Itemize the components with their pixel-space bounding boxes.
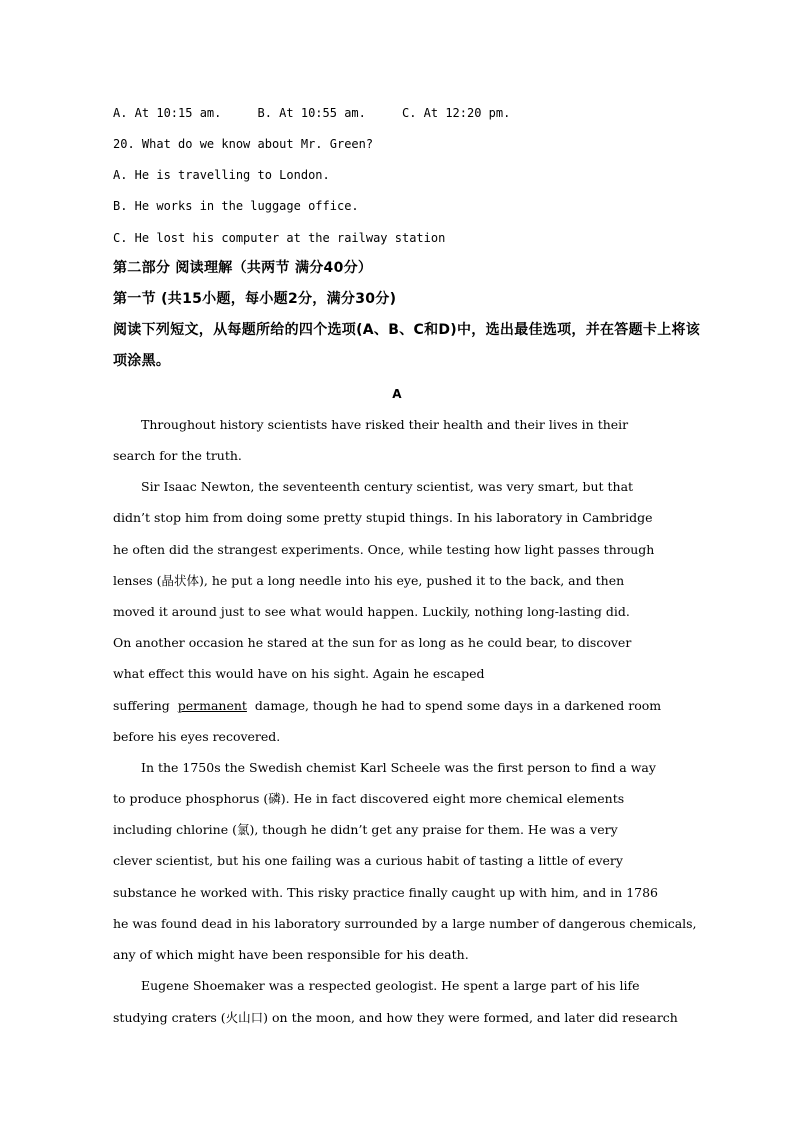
q20-question: 20. What do we know about Mr. Green? <box>113 137 374 151</box>
q20-option-a: A. He is travelling to London. <box>113 168 330 182</box>
line-8-suffix: damage, though he had to spend some days in a darkened room <box>246 698 662 713</box>
q19-options: A. At 10:15 am. B. At 10:55 am. C. At 12:20 pm. <box>113 106 511 120</box>
instruction-line-1: 阅读下列短文，从每题所给的四个选项(A、B、C和D)中，选出最佳选项，并在答题卡上将该 <box>113 322 701 338</box>
paragraph-2-line-5: moved it around just to see what would happen. Luckily, nothing long-lasting did. <box>113 604 630 619</box>
paragraph-3-line-4: clever scientist, but his one failing was a curious habit of tasting a little of every <box>113 853 623 868</box>
paragraph-2-line-2: didn’t stop him from doing some pretty stupid things. In his laboratory in Cambridge <box>113 510 653 525</box>
paragraph-3-line-7: any of which might have been responsible for his death. <box>113 947 469 962</box>
paragraph-2-line-9: before his eyes recovered. <box>113 729 281 744</box>
paragraph-3-line-3: including chlorine (氯), though he didn’t get any praise for them. He was a very <box>113 822 618 837</box>
paragraph-4-line-1: Eugene Shoemaker was a respected geologist. He spent a large part of his life <box>141 978 640 993</box>
passage-label: A <box>392 387 402 401</box>
q20-option-c: C. He lost his computer at the railway station <box>113 231 446 245</box>
paragraph-1-line-2: search for the truth. <box>113 448 242 463</box>
line-8-prefix: suffering <box>113 698 178 713</box>
paragraph-2-line-7: what effect this would have on his sight. Again he escaped <box>113 666 485 681</box>
paragraph-2-line-4: lenses (晶状体), he put a long needle into his eye, pushed it to the back, and then <box>113 573 625 588</box>
section1-heading: 第一节 (共15小题，每小题2分，满分30分) <box>113 291 397 307</box>
part2-heading: 第二部分 阅读理解（共两节 满分40分） <box>113 260 373 276</box>
paragraph-3-line-5: substance he worked with. This risky practice finally caught up with him, and in 1786 <box>113 885 659 900</box>
paragraph-4-line-2: studying craters (火山口) on the moon, and how they were formed, and later did research <box>113 1010 678 1025</box>
paragraph-2-line-8 <box>113 698 661 714</box>
paragraph-3-line-1: In the 1750s the Swedish chemist Karl Scheele was the first person to find a way <box>141 760 656 775</box>
q20-option-b: B. He works in the luggage office. <box>113 199 359 213</box>
paragraph-3-line-2: to produce phosphorus (磷). He in fact discovered eight more chemical elements <box>113 791 625 806</box>
paragraph-2-line-1: Sir Isaac Newton, the seventeenth century scientist, was very smart, but that <box>141 479 634 494</box>
paragraph-2-line-3: he often did the strangest experiments. Once, while testing how light passes through <box>113 542 655 557</box>
underlined-word-permanent: permanent <box>177 698 247 713</box>
paragraph-1-line-1: Throughout history scientists have risked their health and their lives in their <box>141 417 629 432</box>
paragraph-2-line-6: On another occasion he stared at the sun for as long as he could bear, to discover <box>113 635 632 650</box>
instruction-line-2: 项涂黑。 <box>113 353 171 369</box>
paragraph-3-line-6: he was found dead in his laboratory surrounded by a large number of dangerous chemicals, <box>113 916 697 931</box>
